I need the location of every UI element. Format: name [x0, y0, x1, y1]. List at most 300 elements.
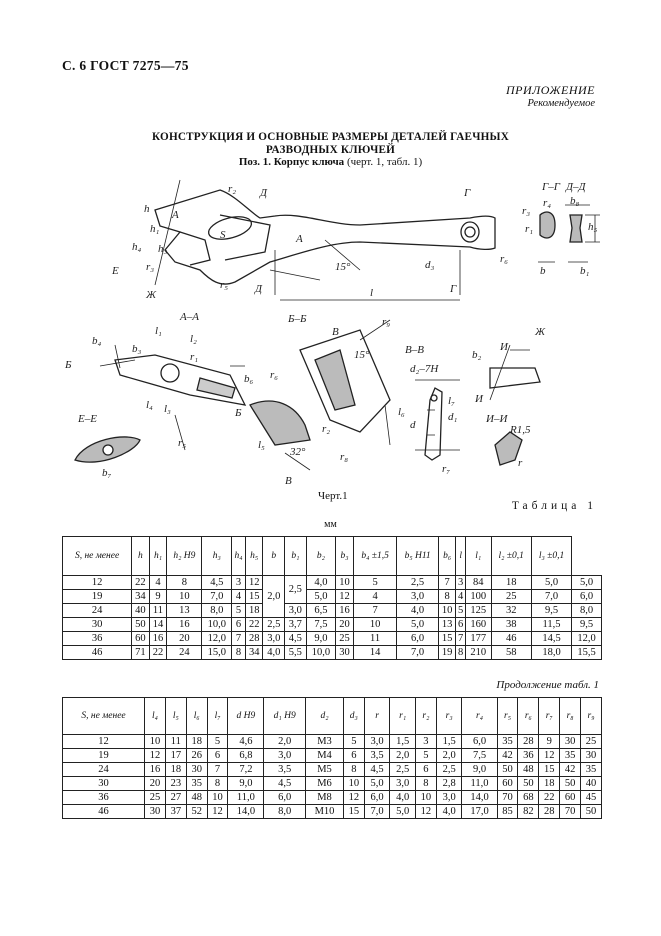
table-cell: 60 [132, 632, 150, 646]
table-cell: 9 [149, 590, 167, 604]
table-cell: 177 [465, 632, 491, 646]
label-A-right: А [296, 233, 303, 245]
column-header: d₂ [306, 698, 344, 735]
label-h5: h₅ [588, 221, 598, 233]
table-cell: 2,5 [285, 576, 307, 604]
technical-drawing [60, 170, 605, 490]
table-cell: 7,5 [462, 749, 497, 763]
column-header: h₂ H9 [167, 537, 202, 576]
label-r2: r₂ [228, 183, 237, 195]
table-cell: М10 [306, 805, 344, 819]
table-cell: 4 [456, 590, 466, 604]
label-EE: Е–Е [78, 413, 97, 425]
table-cell: 6,0 [572, 590, 602, 604]
label-h: h [144, 203, 150, 215]
table-row [63, 604, 602, 618]
label-G-top: Г [464, 187, 471, 199]
table-cell: 3 [415, 735, 436, 749]
table-cell: 20 [145, 777, 166, 791]
table-cell: 50 [518, 777, 539, 791]
table-cell: 8,0 [572, 604, 602, 618]
table-cell: 36 [63, 791, 145, 805]
table-cell: 11 [165, 735, 186, 749]
table-row [63, 618, 602, 632]
table-cell: 8,0 [202, 604, 232, 618]
table-label: Таблица 1 [511, 500, 597, 512]
column-header: S, не менее [63, 537, 132, 576]
column-header: l₇ [207, 698, 228, 735]
table-cell: 4,0 [397, 604, 438, 618]
table-cell: 12 [415, 805, 436, 819]
page-header: С. 6 ГОСТ 7275—75 [62, 58, 189, 73]
label-I-bottom: И [475, 393, 483, 405]
label-r5: r₅ [220, 279, 229, 291]
column-header: l₅ [165, 698, 186, 735]
table-cell: 14 [353, 646, 397, 660]
table-cell: 8 [438, 590, 456, 604]
table-cell: 24 [63, 763, 145, 777]
table-cell: 15 [438, 632, 456, 646]
table-cell: 28 [539, 805, 560, 819]
label-VV: В–В [405, 344, 424, 356]
title-line-2: РАЗВОДНЫХ КЛЮЧЕЙ [265, 144, 396, 156]
table-cell: 22 [149, 646, 167, 660]
label-r4: r₄ [543, 197, 552, 209]
table-cell: 46 [63, 646, 132, 660]
table-cell: 42 [560, 763, 581, 777]
table-cell: 4,5 [285, 632, 307, 646]
table-cell: 7 [207, 763, 228, 777]
label-d27H: d₂–7Н [410, 363, 439, 375]
table-cell: М5 [306, 763, 344, 777]
label-h3: h₃ [158, 243, 168, 255]
table-cell: 17 [165, 749, 186, 763]
table-cell: 27 [165, 791, 186, 805]
table-cell: 3,0 [264, 749, 306, 763]
table-cell: 12 [145, 749, 166, 763]
table-cell: 12 [207, 805, 228, 819]
table-cell: 3,5 [264, 763, 306, 777]
table-cell: 19 [63, 749, 145, 763]
table-cell: 6 [456, 618, 466, 632]
column-header: b₁ [285, 537, 307, 576]
table-cell: 11,0 [462, 777, 497, 791]
table-cell: 2,0 [263, 576, 285, 618]
column-header: l₁ [465, 537, 491, 576]
label-h1: h₁ [150, 223, 160, 235]
table-cell: 14,5 [531, 632, 571, 646]
table-cell: 16 [167, 618, 202, 632]
label-h4: h₄ [132, 241, 142, 253]
table-cell: 48 [186, 791, 207, 805]
table-row [63, 576, 602, 590]
table-cell: 50 [132, 618, 150, 632]
column-header: h₅ [245, 537, 263, 576]
table-cell: 125 [465, 604, 491, 618]
table-cell: 3,0 [390, 777, 416, 791]
table-cell: 9,5 [531, 604, 571, 618]
table-cell: 8,0 [264, 805, 306, 819]
appendix-note [506, 84, 595, 110]
table-cell: 19 [63, 590, 132, 604]
label-angle15: 15° [335, 261, 351, 273]
table-cell: 8 [456, 646, 466, 660]
column-header: d₁ H9 [264, 698, 306, 735]
table-cell: 11,0 [228, 791, 264, 805]
table-cell: 46 [491, 632, 531, 646]
table-cell: 28 [245, 632, 263, 646]
table-cell: 38 [491, 618, 531, 632]
label-V-bottom: В [285, 475, 292, 487]
label-l4: l₄ [146, 399, 153, 411]
table-cell: 7,0 [397, 646, 438, 660]
table-cell: 2,5 [263, 618, 285, 632]
table-cell: 15,0 [202, 646, 232, 660]
label-R15: R1,5 [510, 424, 531, 436]
table-cell: 32 [491, 604, 531, 618]
column-header: d H9 [228, 698, 264, 735]
label-I-top: И [500, 341, 508, 353]
table-cell: 6,0 [364, 791, 390, 805]
column-header: r₃ [436, 698, 462, 735]
table-cell: 13 [438, 618, 456, 632]
table-cell: 14,0 [462, 791, 497, 805]
table-cell: 35 [186, 777, 207, 791]
table-cell: 2,0 [436, 749, 462, 763]
table-cell: 35 [560, 749, 581, 763]
table-cell: 18 [245, 604, 263, 618]
table-cell: 4,6 [228, 735, 264, 749]
table-cell: 5 [207, 735, 228, 749]
table-cell: 5,0 [397, 618, 438, 632]
label-r8: r₈ [340, 451, 349, 463]
subtitle-ref: (черт. 1, табл. 1) [346, 156, 423, 168]
table-cell: 22 [539, 791, 560, 805]
table-cell: 7,0 [531, 590, 571, 604]
table-cell: 10,0 [306, 646, 336, 660]
table-cell: 2,5 [397, 576, 438, 590]
table-cell: 12 [245, 576, 263, 590]
table-cell: 8 [167, 576, 202, 590]
label-A-left: А [172, 209, 179, 221]
table-cell: 14,0 [228, 805, 264, 819]
label-r3: r₃ [146, 261, 155, 273]
table-row [63, 735, 602, 749]
label-d: d [410, 419, 416, 431]
column-header: l₆ [186, 698, 207, 735]
label-GG: Г–Г [542, 181, 561, 193]
table-cell: 4 [149, 576, 167, 590]
label-II: И–И [486, 413, 508, 425]
column-header: r₁ [390, 698, 416, 735]
label-D-bottom: Д [255, 283, 262, 295]
label-l3: l₃ [164, 403, 171, 415]
section-EE [75, 437, 140, 462]
table-cell: 18 [539, 777, 560, 791]
table-cell: 11 [149, 604, 167, 618]
column-header: b₂ [306, 537, 336, 576]
column-header: h₁ [149, 537, 167, 576]
table-cell: 3 [232, 576, 246, 590]
table-cell: 10 [343, 777, 364, 791]
table-cell: 12 [336, 590, 354, 604]
table-cell: 11,5 [531, 618, 571, 632]
table-cell: 5 [343, 735, 364, 749]
table-cell: 15,5 [572, 646, 602, 660]
table-cell: 16 [145, 763, 166, 777]
table-cell: 30 [336, 646, 354, 660]
table-cell: 4,0 [263, 646, 285, 660]
table-cell: 15 [539, 763, 560, 777]
column-header: l [456, 537, 466, 576]
table-cell: 24 [63, 604, 132, 618]
label-r5-AA: r₅ [178, 437, 187, 449]
table-cell: 4,5 [202, 576, 232, 590]
label-l6: l₆ [398, 406, 405, 418]
table-cell: 2,0 [390, 749, 416, 763]
table-cell: 19 [438, 646, 456, 660]
label-b7: b₇ [102, 467, 112, 479]
table-cell: 8 [207, 777, 228, 791]
table-cell: 30 [63, 777, 145, 791]
table-row [63, 777, 602, 791]
label-d1: d₁ [448, 411, 458, 423]
table-cell: 9,0 [462, 763, 497, 777]
unit-label: мм [324, 519, 337, 530]
table-cell: 6 [343, 749, 364, 763]
table-cell: 5 [456, 604, 466, 618]
label-E: Е [112, 265, 119, 277]
table-cell: 5 [353, 576, 397, 590]
table-cell: 4 [353, 590, 397, 604]
table-cell: 5 [415, 749, 436, 763]
table-cell: 23 [165, 777, 186, 791]
table-cell: 12 [539, 749, 560, 763]
table-cell: 16 [149, 632, 167, 646]
table-cell: 25 [581, 735, 602, 749]
dimensions-table-2 [62, 697, 602, 819]
table-row [63, 632, 602, 646]
label-G-bottom: Г [450, 283, 457, 295]
document-title [0, 131, 661, 157]
section-Zh-II [490, 345, 540, 465]
label-l: l [370, 287, 374, 299]
table-cell: 34 [245, 646, 263, 660]
table-cell: 160 [465, 618, 491, 632]
table-cell: 16 [336, 604, 354, 618]
table-cell: 10 [167, 590, 202, 604]
table-cell: 5,0 [572, 576, 602, 590]
table-cell: М3 [306, 735, 344, 749]
table-cell: 3,5 [364, 749, 390, 763]
table-cell: 22 [132, 576, 150, 590]
table-cell: 70 [560, 805, 581, 819]
label-b1: b₁ [580, 265, 590, 277]
label-r1: r₁ [525, 223, 534, 235]
label-DD: Д–Д [566, 181, 586, 193]
label-l2: l₂ [190, 333, 197, 345]
table-cell: 6,0 [264, 791, 306, 805]
column-header: h₄ [232, 537, 246, 576]
table-cell: 28 [518, 735, 539, 749]
table-cell: 17,0 [462, 805, 497, 819]
column-header: b₃ [336, 537, 354, 576]
table-cell: 15 [245, 590, 263, 604]
table-row [63, 749, 602, 763]
table-cell: 7,0 [364, 805, 390, 819]
table-cell: 34 [132, 590, 150, 604]
table-cell: 100 [465, 590, 491, 604]
table-cell: 3,0 [436, 791, 462, 805]
table-cell: 12,0 [572, 632, 602, 646]
table-cell: 3 [456, 576, 466, 590]
column-header: r₈ [560, 698, 581, 735]
table-cell: 18,0 [531, 646, 571, 660]
table-cell: 6,0 [397, 632, 438, 646]
table-cell: 4,0 [390, 791, 416, 805]
table-cell: 35 [581, 763, 602, 777]
table-cell: 7,5 [306, 618, 336, 632]
label-AA: А–А [180, 311, 199, 323]
table-cell: 35 [497, 735, 518, 749]
table-cell: 5,0 [390, 805, 416, 819]
table-cell: 11 [353, 632, 397, 646]
table-cell: 18 [491, 576, 531, 590]
table-cell: 8 [415, 777, 436, 791]
table-cell: 14 [149, 618, 167, 632]
label-r3-section: r₃ [522, 205, 531, 217]
table-cell: 7,0 [202, 590, 232, 604]
table-cell: 10 [415, 791, 436, 805]
label-b2: b₂ [472, 349, 482, 361]
label-s: S [220, 229, 226, 241]
table-cell: 4,0 [306, 576, 336, 590]
table-cell: 30 [186, 763, 207, 777]
table-cell: 5,0 [364, 777, 390, 791]
table-cell: 6 [232, 618, 246, 632]
table-cell: 12 [63, 735, 145, 749]
table-cell: 9,0 [306, 632, 336, 646]
table-cell: 6,8 [228, 749, 264, 763]
subtitle [0, 156, 661, 168]
table-cell: 6,0 [462, 735, 497, 749]
label-r1-AA: r₁ [190, 351, 199, 363]
drawing-caption: Черт.1 [318, 490, 348, 502]
label-B-left: Б [65, 359, 72, 371]
table-cell: 30 [63, 618, 132, 632]
table-cell: 12,0 [202, 632, 232, 646]
table-cell: 18 [165, 763, 186, 777]
column-header: r [364, 698, 390, 735]
table-cell: 60 [497, 777, 518, 791]
table-cell: М8 [306, 791, 344, 805]
table-cell: 10 [145, 735, 166, 749]
table-cell: 5,5 [285, 646, 307, 660]
table-cell: 5 [232, 604, 246, 618]
table-cell: 22 [245, 618, 263, 632]
table-cell: 10 [336, 576, 354, 590]
table-cell: 25 [145, 791, 166, 805]
table-cell: 9 [539, 735, 560, 749]
label-b6: b₆ [244, 373, 254, 385]
table-cell: 70 [497, 791, 518, 805]
table-cell: 10 [438, 604, 456, 618]
table-cell: 82 [518, 805, 539, 819]
column-header: r₇ [539, 698, 560, 735]
table-cell: 36 [63, 632, 132, 646]
table-cell: 3,7 [285, 618, 307, 632]
table-cell: 6,5 [306, 604, 336, 618]
table-row [63, 791, 602, 805]
label-r6-BB: r₆ [270, 369, 279, 381]
column-header: b₄ ±1,5 [353, 537, 397, 576]
table-cell: 7 [353, 604, 397, 618]
label-b: b [540, 265, 546, 277]
column-header: l₄ [145, 698, 166, 735]
table-cell: 3,0 [364, 735, 390, 749]
label-angle32: 32° [290, 446, 306, 458]
table-cell: 2,8 [436, 777, 462, 791]
table-cell: 3,0 [263, 632, 285, 646]
table-cell: 52 [186, 805, 207, 819]
label-l1: l₁ [155, 325, 162, 337]
label-BB: Б–Б [288, 313, 307, 325]
table1-header-row [63, 537, 602, 576]
table-cell: 45 [581, 791, 602, 805]
table-cell: 6 [207, 749, 228, 763]
table-cell: 9,0 [228, 777, 264, 791]
column-header: l₃ ±0,1 [531, 537, 571, 576]
column-header: h [132, 537, 150, 576]
table-cell: 7,2 [228, 763, 264, 777]
column-header: b [263, 537, 285, 576]
table-cell: 36 [518, 749, 539, 763]
table-cell: 25 [491, 590, 531, 604]
label-r9: r₉ [382, 316, 391, 328]
table-cell: 10 [353, 618, 397, 632]
table-row [63, 805, 602, 819]
table-cell: 25 [336, 632, 354, 646]
column-header: r₄ [462, 698, 497, 735]
column-header: d₃ [343, 698, 364, 735]
table-cell: 37 [165, 805, 186, 819]
table-cell: 2,5 [436, 763, 462, 777]
table-cell: 9,5 [572, 618, 602, 632]
appendix-recommended: Рекомендуемое [527, 98, 595, 109]
label-l5: l₅ [258, 439, 265, 451]
title-line-1: КОНСТРУКЦИЯ И ОСНОВНЫЕ РАЗМЕРЫ ДЕТАЛЕЙ ГАЕЧНЫХ [152, 131, 509, 143]
section-BB [250, 320, 390, 470]
table-cell: 40 [581, 777, 602, 791]
table-row [63, 590, 602, 604]
table-cell: 2,5 [390, 763, 416, 777]
table2-body [63, 735, 602, 819]
section-GG-DD [538, 205, 600, 262]
label-angle15-BB: 15° [354, 349, 370, 361]
label-B-right: Б [235, 407, 242, 419]
table-cell: 50 [497, 763, 518, 777]
column-header: l₂ ±0,1 [491, 537, 531, 576]
table2-header-row [63, 698, 602, 735]
table-cell: 4,5 [264, 777, 306, 791]
column-header: r₉ [581, 698, 602, 735]
wrench-main-view [155, 180, 495, 300]
label-r2-BB: r₂ [322, 423, 331, 435]
label-r7: r₇ [442, 463, 451, 475]
table-cell: М4 [306, 749, 344, 763]
table-cell: 4,0 [436, 805, 462, 819]
table-cell: 5,0 [306, 590, 336, 604]
